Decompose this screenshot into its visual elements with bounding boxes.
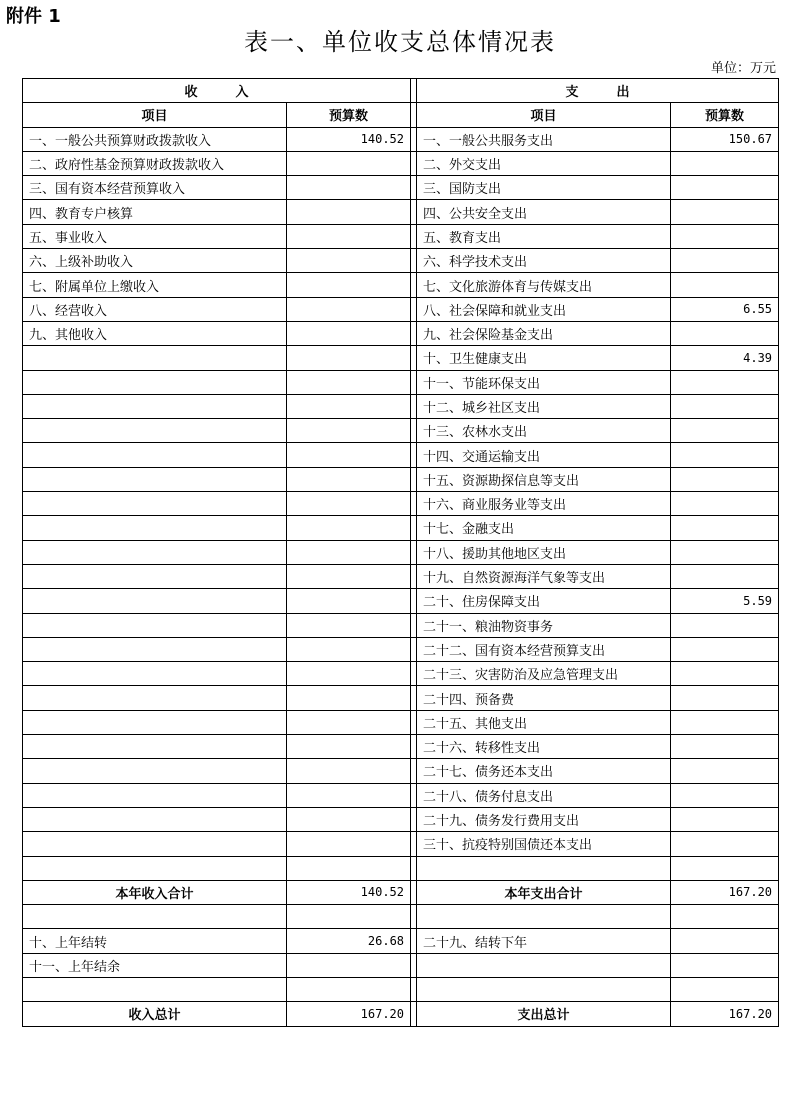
expense-amount-cell [671, 856, 779, 880]
table-row [23, 905, 779, 929]
table-row [23, 151, 779, 175]
expense-item-cell: 二、外交支出 [417, 151, 671, 175]
expense-item-cell: 五、教育支出 [417, 224, 671, 248]
table-row [23, 273, 779, 297]
income-total-amount: 140.52 [287, 880, 411, 904]
income-amount-cell [287, 905, 411, 929]
income-item-cell: 七、附属单位上缴收入 [23, 273, 287, 297]
expense-item-cell: 二十、住房保障支出 [417, 589, 671, 613]
expense-section-header: 支出 [417, 79, 779, 103]
income-amount-cell: 26.68 [287, 929, 411, 953]
expense-item-cell: 十九、自然资源海洋气象等支出 [417, 564, 671, 588]
income-item-cell [23, 710, 287, 734]
expense-amount-cell [671, 249, 779, 273]
expense-amount-cell [671, 370, 779, 394]
expense-amount-cell [671, 176, 779, 200]
expense-amount-cell [671, 273, 779, 297]
expense-item-cell: 十一、节能环保支出 [417, 370, 671, 394]
income-amount-cell [287, 564, 411, 588]
income-item-cell: 四、教育专户核算 [23, 200, 287, 224]
expense-amount-cell [671, 516, 779, 540]
expense-amount-cell [671, 783, 779, 807]
expense-item-cell: 十五、资源勘探信息等支出 [417, 467, 671, 491]
table-row [23, 929, 779, 953]
year-total-row [23, 880, 779, 904]
expense-item-cell: 二十九、债务发行费用支出 [417, 807, 671, 831]
table-row [23, 249, 779, 273]
income-amount-cell [287, 613, 411, 637]
expense-item-cell: 十三、农林水支出 [417, 419, 671, 443]
page-title: 表一、单位收支总体情况表 [244, 28, 556, 56]
budget-table [22, 78, 779, 1027]
income-item-cell [23, 783, 287, 807]
income-item-cell [23, 589, 287, 613]
table-row [23, 564, 779, 588]
income-section-header: 收入 [23, 79, 411, 103]
expense-item-cell: 十二、城乡社区支出 [417, 394, 671, 418]
expense-amount-cell [671, 443, 779, 467]
income-item-cell: 八、经营收入 [23, 297, 287, 321]
income-amount-cell [287, 953, 411, 977]
expense-item-cell: 九、社会保险基金支出 [417, 321, 671, 345]
budget-table-body [23, 79, 779, 1027]
expense-item-cell: 十四、交通运输支出 [417, 443, 671, 467]
expense-item-cell: 三十、抗疫特别国债还本支出 [417, 832, 671, 856]
expense-amount-cell [671, 394, 779, 418]
income-item-cell [23, 905, 287, 929]
expense-item-cell: 八、社会保障和就业支出 [417, 297, 671, 321]
expense-item-cell [417, 856, 671, 880]
expense-amount-cell [671, 321, 779, 345]
expense-amount-cell [671, 710, 779, 734]
income-item-cell: 三、国有资本经营预算收入 [23, 176, 287, 200]
income-amount-cell [287, 249, 411, 273]
expense-amount-cell [671, 807, 779, 831]
expense-item-cell: 二十七、债务还本支出 [417, 759, 671, 783]
expense-amount-cell: 150.67 [671, 127, 779, 151]
income-amount-cell [287, 759, 411, 783]
expense-item-cell: 十八、援助其他地区支出 [417, 540, 671, 564]
expense-item-cell: 二十八、债务付息支出 [417, 783, 671, 807]
table-row [23, 224, 779, 248]
attachment-label: 附件 1 [6, 6, 61, 27]
expense-amount-cell [671, 977, 779, 1001]
income-total-label: 本年收入合计 [23, 880, 287, 904]
expense-item-cell: 十、卫生健康支出 [417, 346, 671, 370]
expense-amount-cell [671, 662, 779, 686]
income-amount-cell [287, 370, 411, 394]
income-item-cell [23, 492, 287, 516]
table-row [23, 419, 779, 443]
expense-item-cell: 二十一、粮油物资事务 [417, 613, 671, 637]
expense-item-cell: 二十二、国有资本经营预算支出 [417, 637, 671, 661]
expense-total-amount: 167.20 [671, 1002, 779, 1026]
income-amount-cell [287, 346, 411, 370]
table-row [23, 443, 779, 467]
income-amount-cell [287, 637, 411, 661]
income-amount-cell [287, 977, 411, 1001]
expense-item-cell: 十七、金融支出 [417, 516, 671, 540]
expense-amount-cell [671, 686, 779, 710]
expense-item-cell: 二十六、转移性支出 [417, 735, 671, 759]
income-item-cell [23, 443, 287, 467]
income-item-cell: 十、上年结转 [23, 929, 287, 953]
expense-amount-cell [671, 151, 779, 175]
expense-item-cell [417, 905, 671, 929]
income-item-cell [23, 637, 287, 661]
expense-item-cell: 二十三、灾害防治及应急管理支出 [417, 662, 671, 686]
income-amount-cell [287, 394, 411, 418]
table-row [23, 467, 779, 491]
table-row [23, 200, 779, 224]
table-row [23, 832, 779, 856]
expense-amount-cell [671, 929, 779, 953]
expense-amount-cell [671, 613, 779, 637]
table-row [23, 807, 779, 831]
income-item-cell [23, 735, 287, 759]
income-item-cell [23, 394, 287, 418]
expense-amount-cell [671, 564, 779, 588]
income-item-cell [23, 540, 287, 564]
income-item-cell [23, 564, 287, 588]
income-amount-cell [287, 735, 411, 759]
income-amount-cell [287, 783, 411, 807]
income-item-cell: 六、上级补助收入 [23, 249, 287, 273]
table-row [23, 977, 779, 1001]
income-amount-cell [287, 467, 411, 491]
income-amount-cell [287, 856, 411, 880]
income-item-cell: 十一、上年结余 [23, 953, 287, 977]
expense-amount-cell [671, 953, 779, 977]
expense-amount-cell: 6.55 [671, 297, 779, 321]
expense-item-cell [417, 953, 671, 977]
income-amount-cell [287, 273, 411, 297]
expense-total-label: 本年支出合计 [417, 880, 671, 904]
income-item-cell: 五、事业收入 [23, 224, 287, 248]
column-header-row [23, 103, 779, 127]
income-item-cell [23, 370, 287, 394]
table-row [23, 127, 779, 151]
expense-item-cell: 二十九、结转下年 [417, 929, 671, 953]
table-row [23, 735, 779, 759]
expense-item-cell: 二十四、预备费 [417, 686, 671, 710]
table-row [23, 370, 779, 394]
table-row [23, 394, 779, 418]
expense-budget-header: 预算数 [671, 103, 779, 127]
income-amount-cell [287, 516, 411, 540]
table-row [23, 492, 779, 516]
income-amount-cell [287, 151, 411, 175]
expense-item-cell: 十六、商业服务业等支出 [417, 492, 671, 516]
income-item-cell [23, 419, 287, 443]
income-total-label: 收入总计 [23, 1002, 287, 1026]
income-item-cell [23, 613, 287, 637]
income-amount-cell [287, 492, 411, 516]
unit-label: 单位：万元 [710, 61, 776, 76]
income-amount-cell [287, 224, 411, 248]
income-amount-cell [287, 297, 411, 321]
income-item-cell: 一、一般公共预算财政拨款收入 [23, 127, 287, 151]
income-amount-cell [287, 176, 411, 200]
expense-amount-cell: 5.59 [671, 589, 779, 613]
table-row [23, 589, 779, 613]
income-item-cell [23, 467, 287, 491]
expense-amount-cell [671, 224, 779, 248]
income-item-cell [23, 832, 287, 856]
income-total-amount: 167.20 [287, 1002, 411, 1026]
expense-amount-cell [671, 467, 779, 491]
income-amount-cell [287, 200, 411, 224]
table-row [23, 953, 779, 977]
expense-item-header: 项目 [417, 103, 671, 127]
expense-item-cell: 七、文化旅游体育与传媒支出 [417, 273, 671, 297]
table-row [23, 759, 779, 783]
income-budget-header: 预算数 [287, 103, 411, 127]
expense-amount-cell [671, 832, 779, 856]
grand-total-row [23, 1002, 779, 1026]
income-amount-cell [287, 443, 411, 467]
expense-amount-cell [671, 492, 779, 516]
table-row [23, 613, 779, 637]
expense-amount-cell [671, 735, 779, 759]
income-amount-cell [287, 419, 411, 443]
expense-amount-cell [671, 759, 779, 783]
expense-amount-cell: 4.39 [671, 346, 779, 370]
table-row [23, 540, 779, 564]
table-row [23, 662, 779, 686]
income-amount-cell [287, 589, 411, 613]
income-amount-cell [287, 710, 411, 734]
income-amount-cell [287, 686, 411, 710]
table-row [23, 856, 779, 880]
income-amount-cell [287, 832, 411, 856]
section-header-row [23, 79, 779, 103]
expense-amount-cell [671, 419, 779, 443]
expense-amount-cell [671, 200, 779, 224]
expense-total-amount: 167.20 [671, 880, 779, 904]
expense-item-cell: 二十五、其他支出 [417, 710, 671, 734]
income-item-cell [23, 856, 287, 880]
expense-item-cell: 一、一般公共服务支出 [417, 127, 671, 151]
table-row [23, 321, 779, 345]
income-item-cell [23, 662, 287, 686]
income-amount-cell [287, 662, 411, 686]
table-row [23, 516, 779, 540]
income-item-cell [23, 977, 287, 1001]
table-row [23, 710, 779, 734]
table-row [23, 176, 779, 200]
income-item-cell [23, 686, 287, 710]
table-row [23, 686, 779, 710]
income-item-cell [23, 346, 287, 370]
income-item-header: 项目 [23, 103, 287, 127]
expense-amount-cell [671, 637, 779, 661]
table-row [23, 346, 779, 370]
income-amount-cell [287, 321, 411, 345]
expense-amount-cell [671, 540, 779, 564]
income-amount-cell [287, 807, 411, 831]
income-amount-cell: 140.52 [287, 127, 411, 151]
expense-item-cell [417, 977, 671, 1001]
income-item-cell [23, 516, 287, 540]
expense-amount-cell [671, 905, 779, 929]
income-amount-cell [287, 540, 411, 564]
table-row [23, 783, 779, 807]
expense-item-cell: 三、国防支出 [417, 176, 671, 200]
income-item-cell: 二、政府性基金预算财政拨款收入 [23, 151, 287, 175]
income-item-cell [23, 807, 287, 831]
expense-total-label: 支出总计 [417, 1002, 671, 1026]
income-item-cell [23, 759, 287, 783]
expense-item-cell: 六、科学技术支出 [417, 249, 671, 273]
expense-item-cell: 四、公共安全支出 [417, 200, 671, 224]
table-row [23, 297, 779, 321]
income-item-cell: 九、其他收入 [23, 321, 287, 345]
table-row [23, 637, 779, 661]
